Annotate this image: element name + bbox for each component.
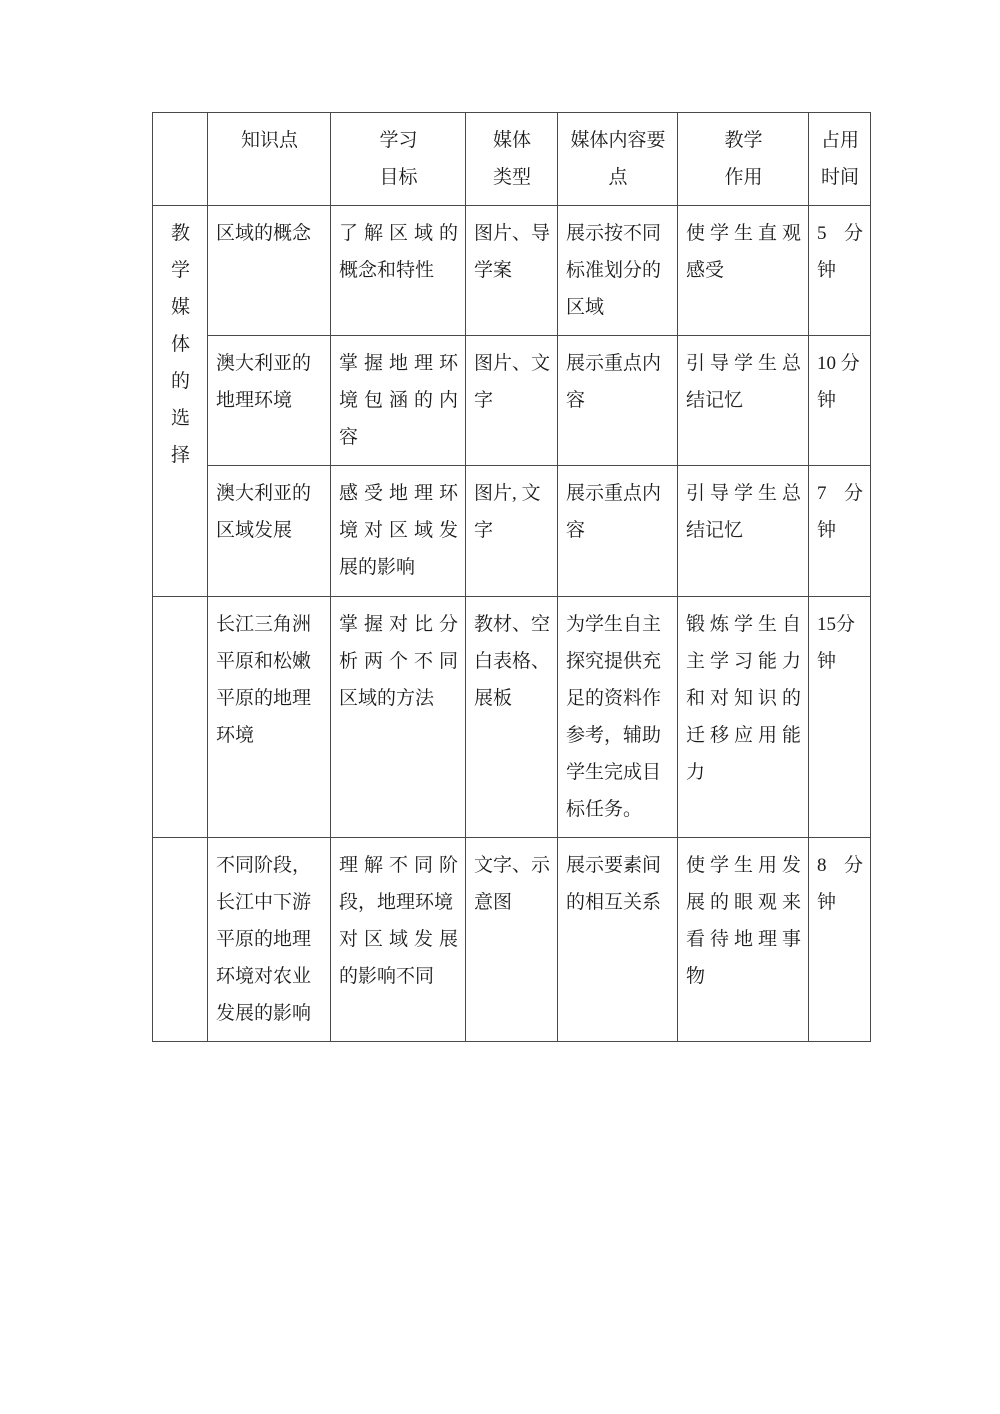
text-line: 8 分 (817, 854, 863, 876)
text-line: 掌 握 地 理 环 (339, 353, 458, 375)
header-line: 占用 (820, 130, 859, 151)
header-learning-goal (331, 113, 466, 206)
text-line: 参考，辅助 (566, 724, 662, 746)
header-teaching-role (678, 113, 809, 206)
text-line: 字 (474, 520, 494, 542)
cell-media-content (558, 596, 678, 837)
text-line: 容 (339, 427, 359, 449)
cell-text (686, 215, 801, 289)
text-line: 展的影响 (339, 557, 416, 579)
text-line: 平原的地理 (216, 687, 312, 709)
text-line: 7 分 (817, 483, 863, 505)
cell-media-type (466, 466, 558, 596)
text-line: 为学生自主 (566, 613, 662, 635)
cell-text (566, 215, 670, 326)
text-line: 长江三角洲 (216, 613, 312, 635)
cell-knowledge-point (208, 336, 331, 466)
header-line: 作用 (724, 167, 763, 189)
cell-text (216, 606, 323, 754)
section-label-empty-cell (153, 596, 208, 837)
header-corner-cell (153, 113, 208, 206)
text-line: 钟 (817, 390, 837, 412)
text-line: 10 分 (817, 353, 860, 375)
text-line: 发展的影响 (216, 1002, 312, 1024)
text-line: 环境对农业 (216, 965, 312, 987)
cell-media-type (466, 837, 558, 1041)
cell-text (339, 847, 458, 995)
section-label-char: 体 (170, 334, 190, 356)
text-line: 区域发展 (216, 520, 293, 542)
cell-teaching-role (678, 466, 809, 596)
header-line: 媒体 (492, 130, 531, 151)
cell-teaching-role (678, 596, 809, 837)
cell-text (686, 345, 801, 419)
cell-learning-goal (331, 596, 466, 837)
text-line: 平原的地理 (216, 928, 312, 950)
text-line: 文字、示 (474, 854, 551, 876)
text-line: 白表格、 (474, 650, 551, 672)
cell-media-content (558, 837, 678, 1041)
text-line: 不同阶段， (216, 854, 312, 876)
text-line: 钟 (817, 650, 837, 672)
header-line: 学习 (379, 130, 418, 151)
text-line: 结记忆 (686, 390, 744, 412)
cell-learning-goal (331, 336, 466, 466)
cell-text (339, 606, 458, 717)
cell-time-used (809, 206, 871, 336)
section-label-char: 选 (170, 408, 190, 430)
text-line: 标任务。 (566, 798, 643, 820)
cell-knowledge-point (208, 837, 331, 1041)
text-line: 标准划分的 (566, 260, 662, 282)
text-line: 字 (474, 390, 494, 412)
teaching-media-table (152, 112, 871, 1042)
header-line: 教学 (724, 130, 763, 151)
text-line: 展示重点内 (566, 483, 662, 505)
table-row (153, 596, 871, 837)
text-line: 展示要素间 (566, 854, 662, 876)
text-line: 学生完成目 (566, 761, 662, 783)
header-line: 点 (608, 167, 628, 189)
cell-text (339, 475, 458, 586)
cell-media-content (558, 466, 678, 596)
text-line: 5 分 (817, 223, 863, 245)
cell-learning-goal (331, 837, 466, 1041)
text-line: 物 (686, 965, 706, 987)
cell-text (686, 475, 801, 549)
text-line: 区域的方法 (339, 687, 435, 709)
text-line: 理 解 不 同 阶 (339, 854, 458, 876)
table-row (153, 336, 871, 466)
cell-text (817, 345, 863, 419)
text-line: 环境 (216, 724, 255, 746)
text-line: 钟 (817, 260, 837, 282)
cell-teaching-role (678, 837, 809, 1041)
text-line: 钟 (817, 891, 837, 913)
text-line: 澳大利亚的 (216, 483, 312, 505)
text-line: 段，地理环境 (339, 891, 454, 913)
table-body (153, 206, 871, 1042)
text-line: 迁 移 应 用 能 (686, 724, 801, 746)
text-line: 长江中下游 (216, 891, 312, 913)
text-line: 教材、空 (474, 613, 551, 635)
cell-time-used (809, 837, 871, 1041)
cell-text (686, 847, 801, 995)
cell-teaching-role (678, 336, 809, 466)
text-line: 区域的概念 (216, 223, 312, 245)
text-line: 容 (566, 520, 586, 542)
cell-text (817, 606, 863, 680)
text-line: 对 区 域 发 展 (339, 928, 458, 950)
table-row (153, 206, 871, 336)
header-knowledge-point (208, 113, 331, 206)
section-label-stack (161, 215, 200, 474)
cell-text (817, 475, 863, 549)
text-line: 图片、文 (474, 353, 551, 375)
text-line: 掌 握 对 比 分 (339, 613, 458, 635)
text-line: 15分 (817, 613, 856, 635)
text-line: 平原和松嫩 (216, 650, 312, 672)
text-line: 展示按不同 (566, 223, 662, 245)
table-header (153, 113, 871, 206)
header-media-content (558, 113, 678, 206)
text-line: 钟 (817, 520, 837, 542)
text-line: 区域 (566, 297, 605, 319)
text-line: 的相互关系 (566, 891, 662, 913)
cell-media-type (466, 336, 558, 466)
text-line: 意图 (474, 891, 513, 913)
cell-text (566, 475, 670, 549)
section-label-char: 学 (170, 260, 190, 282)
header-row (153, 113, 871, 206)
cell-text (216, 215, 323, 252)
cell-text (339, 215, 458, 289)
text-line: 主 学 习 能 力 (686, 650, 801, 672)
text-line: 展 的 眼 观 来 (686, 891, 801, 913)
text-line: 使 学 生 用 发 (686, 854, 801, 876)
cell-time-used (809, 336, 871, 466)
text-line: 感 受 地 理 环 (339, 483, 458, 505)
header-line: 类型 (492, 167, 531, 189)
table-row (153, 837, 871, 1041)
text-line: 图片、导 (474, 223, 551, 245)
text-line: 看 待 地 理 事 (686, 928, 801, 950)
text-line: 容 (566, 390, 586, 412)
cell-text (817, 847, 863, 921)
text-line: 概念和特性 (339, 260, 435, 282)
cell-text (686, 606, 801, 791)
text-line: 展示重点内 (566, 353, 662, 375)
section-label-char: 教 (170, 223, 190, 245)
section-label-char: 媒 (170, 297, 190, 319)
text-line: 澳大利亚的 (216, 353, 312, 375)
header-line: 知识点 (240, 130, 298, 151)
table-row (153, 466, 871, 596)
cell-text (216, 345, 323, 419)
text-line: 了 解 区 域 的 (339, 223, 458, 245)
header-line: 时间 (820, 167, 859, 189)
cell-text (817, 215, 863, 289)
text-line: 地理环境 (216, 390, 293, 412)
cell-text (474, 215, 550, 289)
text-line: 和 对 知 识 的 (686, 687, 801, 709)
cell-knowledge-point (208, 596, 331, 837)
text-line: 结记忆 (686, 520, 744, 542)
cell-text (474, 847, 550, 921)
cell-text (566, 847, 670, 921)
cell-time-used (809, 596, 871, 837)
header-media-type (466, 113, 558, 206)
cell-knowledge-point (208, 206, 331, 336)
text-line: 锻 炼 学 生 自 (686, 613, 801, 635)
text-line: 展板 (474, 687, 513, 709)
cell-teaching-role (678, 206, 809, 336)
cell-text (474, 475, 550, 549)
text-line: 学案 (474, 260, 513, 282)
text-line: 的影响不同 (339, 965, 435, 987)
teaching-media-table-wrapper (152, 112, 870, 1042)
section-label-char: 择 (170, 445, 190, 467)
cell-learning-goal (331, 466, 466, 596)
section-label-char: 的 (170, 371, 190, 393)
cell-text (474, 345, 550, 419)
cell-media-type (466, 596, 558, 837)
text-line: 引 导 学 生 总 (686, 353, 801, 375)
cell-learning-goal (331, 206, 466, 336)
text-line: 力 (686, 761, 706, 783)
text-line: 使 学 生 直 观 (686, 223, 801, 245)
header-time-used (809, 113, 871, 206)
cell-knowledge-point (208, 466, 331, 596)
header-line: 媒体内容要 (570, 130, 666, 151)
cell-time-used (809, 466, 871, 596)
text-line: 境 包 涵 的 内 (339, 390, 458, 412)
section-label-empty-cell (153, 837, 208, 1041)
text-line: 境 对 区 域 发 (339, 520, 458, 542)
cell-text (216, 475, 323, 549)
cell-media-content (558, 336, 678, 466)
text-line: 析 两 个 不 同 (339, 650, 458, 672)
text-line: 引 导 学 生 总 (686, 483, 801, 505)
text-line: 感受 (686, 260, 725, 282)
cell-text (566, 345, 670, 419)
text-line: 足的资料作 (566, 687, 662, 709)
cell-text (566, 606, 670, 828)
cell-media-content (558, 206, 678, 336)
cell-text (216, 847, 323, 1032)
section-label-teaching-media-selection (153, 206, 208, 596)
cell-text (474, 606, 550, 717)
text-line: 探究提供充 (566, 650, 662, 672)
cell-media-type (466, 206, 558, 336)
cell-text (339, 345, 458, 456)
text-line: 图片, 文 (474, 483, 541, 505)
header-line: 目标 (379, 167, 418, 189)
